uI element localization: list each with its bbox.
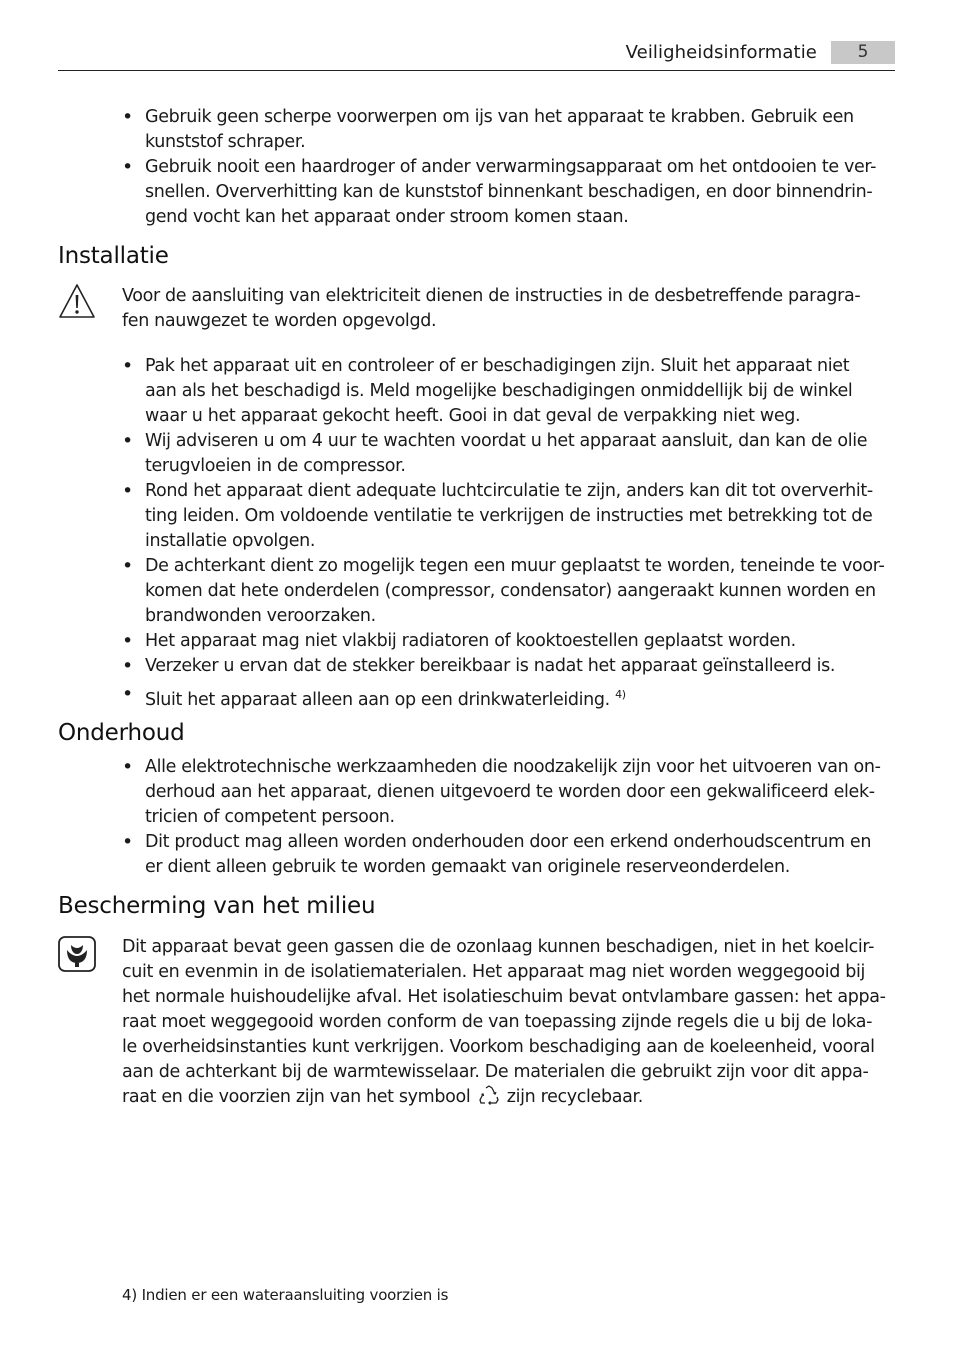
recycle-icon [478,1085,500,1113]
installatie-heading: Installatie [58,243,169,269]
page-number: 5 [831,41,895,64]
list-item: • Gebruik nooit een haardroger of ander verwarmingsapparaat om het ontdooien te ver- snellen. Oververhitting kan de kunststof binnenkant beschadigen, en door binnendrin- gend vocht kan het apparaat onder stroom komen staan. [122,155,896,230]
list-item: • Alle elektrotechnische werkzaamheden die noodzakelijk zijn voor het uitvoeren van on- derhoud aan het apparaat, dienen uitgevoerd te worden door een gekwalificeerd elek- tricien of competent persoon. [122,755,896,830]
page-header [58,40,895,71]
top-bullet-list [122,105,896,230]
list-item: • De achterkant dient zo mogelijk tegen een muur geplaatst te worden, teneinde te voor- komen dat hete onderdelen (compressor, condensator) aangeraakt kunnen worden en brandwonden veroorzaken. [122,554,896,629]
footnote: 4) Indien er een wateraansluiting voorzien is [122,1286,449,1304]
environment-flower-icon [58,936,96,976]
milieu-heading: Bescherming van het milieu [58,893,376,919]
header-title: Veiligheidsinformatie [625,42,817,63]
installatie-warning-text: Voor de aansluiting van elektriciteit dienen de instructies in de desbetreffende paragra- fen nauwgezet te worden opgevolgd. [122,286,861,331]
onderhoud-bullet-list [122,755,896,880]
list-item: • Dit product mag alleen worden onderhouden door een erkend onderhoudscentrum en er dient alleen gebruik te worden gemaakt van originele reserveonderdelen. [122,830,896,880]
footnote-ref: 4) [615,688,626,701]
list-item: • Pak het apparaat uit en controleer of er beschadigingen zijn. Sluit het apparaat niet aan als het beschadigd is. Meld mogelijke beschadigingen onmiddellijk bij de winkel waar u het apparaat gekocht heeft. Gooi in dat geval de verpakking niet weg. [122,354,896,429]
list-item: • Gebruik geen scherpe voorwerpen om ijs van het apparaat te krabben. Gebruik een kunststof schraper. [122,105,896,155]
list-item: • Rond het apparaat dient adequate luchtcirculatie te zijn, anders kan dit tot oververhit- ting leiden. Om voldoende ventilatie te verkrijgen de instructies met betrekking tot de installatie opvolgen. [122,479,896,554]
list-item: • Sluit het apparaat alleen aan op een drinkwaterleiding. $^{4)}$ [122,682,896,713]
list-item: • Het apparaat mag niet vlakbij radiatoren of kooktoestellen geplaatst worden. [122,629,896,654]
onderhoud-heading: Onderhoud [58,720,185,746]
list-item: • Wij adviseren u om 4 uur te wachten voordat u het apparaat aansluit, dan kan de olie terugvloeien in de compressor. [122,429,896,479]
warning-triangle-icon [58,283,96,325]
installatie-bullet-list [122,354,896,713]
milieu-text: Dit apparaat bevat geen gassen die de ozonlaag kunnen beschadigen, niet in het koelcir- cuit en evenmin in de isolatiematerialen. Het apparaat mag niet worden weggegooid bij het normale huishoudelijke afval. Het isolatieschuim bevat ontvlambare gassen: het appa- raat moet weggegooid worden conform de van toepassing zijnde regels die u bij de loka- le overheidsinstanties kunt verkrijgen. Voorkom beschadiging aan de koeleenheid, vooral aan de achterkant bij de warmtewisselaar. De materialen die gebruikt zijn voor dit appa- raat en die voorzien zijn van het symbool zijn recyclebaar. [122,935,896,1113]
list-item: • Verzeker u ervan dat de stekker bereikbaar is nadat het apparaat geïnstalleerd is. [122,654,896,679]
